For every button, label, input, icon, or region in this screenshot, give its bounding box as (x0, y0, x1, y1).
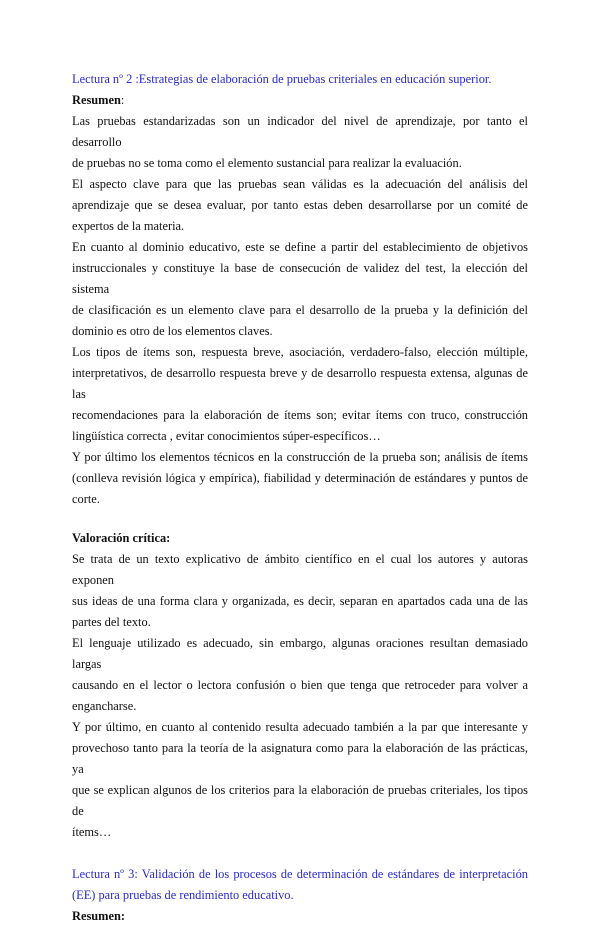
text-line: recomendaciones para la elaboración de ítems son; evitar ítems con truco, construcción (72, 408, 528, 422)
lectura-2-title: Lectura nº 2 :Estrategias de elaboración de pruebas criteriales en educación superior. (72, 72, 492, 86)
text-line: que se explican algunos de los criterios para la elaboración de pruebas criteriales, los tipos de (72, 783, 528, 818)
resumen-paragraphs (72, 111, 528, 510)
lectura-3-title: Lectura nº 3: Validación de los procesos de determinación de estándares de interpretación (72, 867, 528, 881)
valoracion-paragraphs (72, 549, 528, 843)
resumen-heading (72, 90, 528, 111)
text-line: causando en el lector o lectora confusión o bien que tenga que retroceder para volver a (72, 678, 528, 692)
text-line: corte. (72, 492, 100, 506)
text-line: El aspecto clave para que las pruebas sean válidas es la adecuación del análisis del (72, 177, 528, 191)
lectura-3-title-cont: (EE) para pruebas de rendimiento educativo. (72, 888, 294, 902)
text-line: El lenguaje utilizado es adecuado, sin embargo, algunas oraciones resultan demasiado largas (72, 636, 528, 671)
text-line: En cuanto al dominio educativo, este se define a partir del establecimiento de objetivos (72, 240, 528, 254)
text-line: provechoso tanto para la teoría de la asignatura como para la elaboración de las prácticas, ya (72, 741, 528, 776)
spacer (72, 510, 528, 528)
document-body (72, 69, 528, 927)
valoracion-heading: Valoración crítica: (72, 531, 171, 545)
text-line: de pruebas no se toma como el elemento sustancial para realizar la evaluación. (72, 156, 462, 170)
text-line: interpretativos, de desarrollo respuesta breve y de desarrollo respuesta extensa, algunas de las (72, 366, 528, 401)
text-line: partes del texto. (72, 615, 151, 629)
text-line: sus ideas de una forma clara y organizada, es decir, separan en apartados cada una de las (72, 594, 528, 608)
text-line: Y por último, en cuanto al contenido resulta adecuado también a la par que interesante y (72, 720, 528, 734)
text-line: de clasificación es un elemento clave para el desarrollo de la prueba y la definición del (72, 303, 528, 317)
text-line: ítems… (72, 825, 112, 839)
text-line: engancharse. (72, 699, 137, 713)
text-line: aprendizaje que se desea evaluar, por tanto estas deben desarrollarse por un comité de (72, 198, 528, 212)
text-line: Las pruebas estandarizadas son un indicador del nivel de aprendizaje, por tanto el desarrollo (72, 114, 528, 149)
text-line: lingüística correcta , evitar conocimientos súper-específicos… (72, 429, 381, 443)
resumen-3-heading: Resumen: (72, 909, 125, 923)
text-line: Y por último los elementos técnicos en la construcción de la prueba son; análisis de ítems (72, 450, 528, 464)
text-line: (conlleva revisión lógica y empírica), fiabilidad y determinación de estándares y puntos de (72, 471, 528, 485)
resumen-label: Resumen (72, 93, 121, 107)
resumen-colon: : (120, 93, 125, 107)
spacer (72, 843, 528, 864)
text-line: Los tipos de ítems son, respuesta breve, asociación, verdadero-falso, elección múltiple, (72, 345, 528, 359)
text-line: dominio es otro de los elementos claves. (72, 324, 273, 338)
text-line: expertos de la materia. (72, 219, 185, 233)
text-line: Se trata de un texto explicativo de ámbito científico en el cual los autores y autoras exponen (72, 552, 528, 587)
text-line: instruccionales y constituye la base de consecución de validez del test, la elección del sistema (72, 261, 528, 296)
